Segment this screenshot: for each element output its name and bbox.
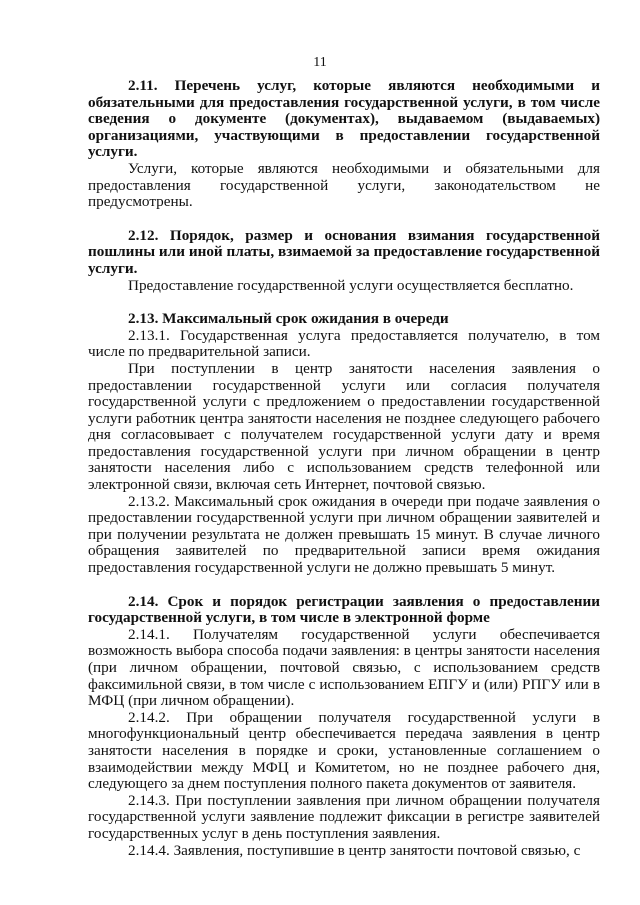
section-2-13-2-paragraph: 2.13.2. Максимальный срок ожидания в очереди при подаче заявления о предоставлении государственной услуги при личном обращении заявителей и при получении результата не должен превышать 15 минут. В случае личного обращения заявителей по предварительной записи время ожидания предоставления государственной услуги не должно превышать 5 минут. xyxy=(88,492,600,577)
section-2-12-text: Предоставление государственной услуги осуществляется бесплатно. xyxy=(128,276,574,294)
section-2-14-2-paragraph: 2.14.2. При обращении получателя государственной услуги в многофункциональный центр обеспечивается передача заявления в центр занятости населения в порядке и сроки, установленные соглашением о взаимодействии между МФЦ и Комитетом, но не позднее рабочего дня, следующего за днем поступления полного пакета документов от заявителя. xyxy=(88,708,600,793)
section-2-11-heading: 2.11. Перечень услуг, которые являются необходимыми и обязательными для предоставления государственной услуги, в том числе сведения о документе (документах), выдаваемом (выдаваемых) организациями, участвующими в предоставлении государственной услуги. xyxy=(88,77,600,161)
section-2-13-1-continuation: При поступлении в центр занятости населения заявления о предоставлении государственной услуги или согласия получателя государственной услуги с предложением о предоставлении государственной услуги работник центра занятости населения не позднее следующего рабочего дня согласовывает с получателем государственной услуги дату и время предоставления государственной услуги при личном обращении в центр занятости населения либо с использованием средств телефонной или электронной связи, включая сеть Интернет, почтовой связью. xyxy=(88,359,600,494)
section-2-13-1-paragraph: 2.13.1. Государственная услуга предоставляется получателю, в том числе по предварительной записи. xyxy=(88,326,600,361)
section-2-13-heading: 2.13. Максимальный срок ожидания в очереди xyxy=(128,310,449,328)
section-2-14-heading: 2.14. Срок и порядок регистрации заявления о предоставлении государственной услуги, в том числе в электронной форме xyxy=(88,592,600,627)
section-2-14-1-paragraph: 2.14.1. Получателям государственной услуги обеспечивается возможность выбора способа подачи заявления: в центры занятости населения (при личном обращении, почтовой связью, с использованием средств факсимильной связи, в том числе с использованием ЕПГУ и (или) РПГУ или в МФЦ (при личном обращении). xyxy=(88,625,600,710)
section-2-14-4-paragraph: 2.14.4. Заявления, поступившие в центр занятости почтовой связью, с xyxy=(128,841,581,859)
page-number: 11 xyxy=(313,55,327,70)
document-body xyxy=(88,78,600,859)
section-2-12-heading: 2.12. Порядок, размер и основания взимания государственной пошлины или иной платы, взимаемой за предоставление государственной услуги. xyxy=(88,226,600,277)
section-2-11-text: Услуги, которые являются необходимыми и обязательными для предоставления государственной услуги, законодательством не предусмотрены. xyxy=(88,159,600,211)
section-2-14-3-paragraph: 2.14.3. При поступлении заявления при личном обращении получателя государственной услуги заявление подлежит фиксации в регистре заявителей государственных услуг в день поступления заявления. xyxy=(88,791,600,842)
